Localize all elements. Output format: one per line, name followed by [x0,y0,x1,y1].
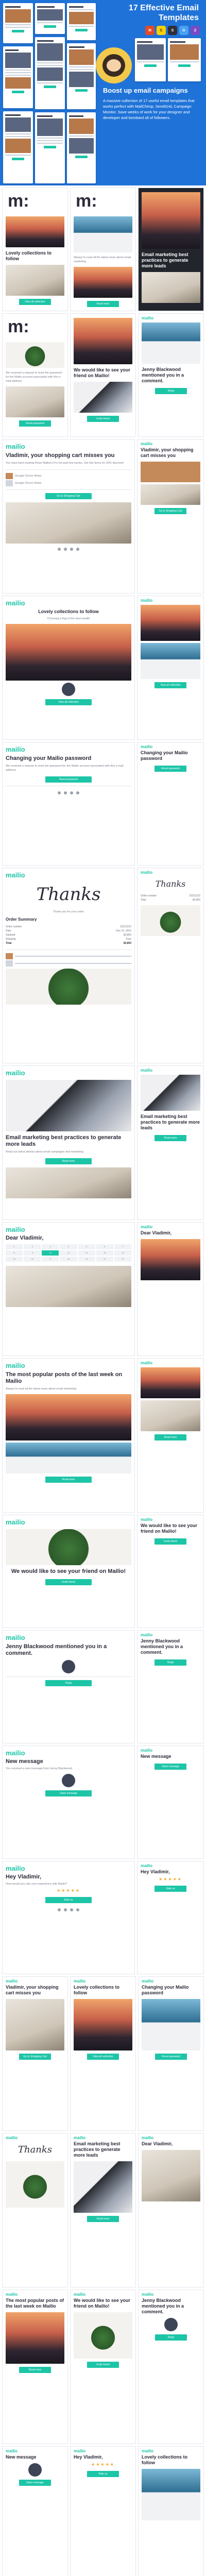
template-card[interactable] [2,1515,135,1628]
template-card[interactable] [137,1630,204,1743]
avatar [28,2463,42,2477]
hero-image [142,272,200,303]
facebook-icon[interactable] [58,1908,61,1911]
brand-logo: mailio [6,745,25,753]
brand-monogram: m: [8,317,29,336]
card-heading: Email marketing best practices to generate more leads [6,1134,122,1147]
template-card[interactable] [137,1065,204,1220]
pinterest-icon[interactable] [76,548,79,551]
cta-button[interactable]: Read more [87,301,119,307]
template-card[interactable] [137,1745,204,1859]
card-heading: We would like to see your friend on Mailio! [74,2298,130,2309]
table-row: Shipping Free [6,938,131,941]
card-body: Always to read all the latest news about email marketing [6,1387,76,1391]
greeting: Dear Vladimir, [142,2141,173,2146]
template-card[interactable] [138,188,204,311]
hero-image [74,318,132,364]
cta-button[interactable]: View all collection [87,2054,119,2060]
greeting: Hey Vladimir, [6,1874,42,1880]
hero-image [142,2469,200,2520]
hero-image [141,1075,200,1111]
brand-logo: mailio [74,2136,86,2140]
card-body: We received a request to reset the password for the Mailio account associated with this e-mail address. [6,371,62,383]
template-card[interactable] [2,2446,68,2576]
hero-image [6,1443,131,1473]
card-heading: The most popular posts of the last week on Mailio [6,2298,64,2309]
product-image [141,484,200,505]
instagram-icon[interactable] [70,791,73,794]
cta-button[interactable]: Read more [87,2216,119,2222]
cta-button[interactable]: Open message [19,2480,51,2486]
product-image [6,969,131,1005]
cart-item: Google Chrom Notes [6,480,131,486]
cta-button[interactable]: Reply [155,388,187,394]
rating-stars[interactable]: ★★★★★ [91,2462,115,2467]
mailchimp-icon: M [145,26,154,35]
promo-heading: Boost up email campaigns [103,87,188,94]
cta-button[interactable]: Go to Shopping Cart [154,508,186,514]
brand-logo: mailio [141,1748,153,1753]
hero-image [142,323,200,364]
template-card[interactable] [137,439,204,594]
cta-button[interactable]: Reset password [45,776,92,783]
card-heading: Lovely collections to follow [38,609,99,614]
order-table [3,924,134,946]
brand-logo: mailio [142,316,154,320]
brand-monogram: m: [76,191,97,211]
brand-logo: mailio [141,1863,153,1868]
product-image [141,905,200,936]
brand-logo: mailio [142,2136,154,2140]
table-row: Date Dec 22, 2016 [6,929,131,933]
card-heading: We would like to see your friend on Mailio! [11,1568,126,1574]
card-body: You received a new message from Jenny Blackwood. [6,1767,73,1770]
card-heading: Changing your Mailio password [141,750,188,761]
brand-logo: mailio [6,1979,18,1984]
table-row: Total $3,800 [6,942,131,945]
brand-logo: mailio [6,2136,18,2140]
order-item [6,960,131,967]
template-card[interactable] [2,188,68,311]
hero-image [74,1999,132,2050]
hero-banner [0,0,206,185]
template-preview [135,38,166,81]
greeting: Hey Vladimir, [141,1869,170,1874]
brand-logo: mailio [6,443,25,450]
template-card[interactable] [137,1861,204,1974]
cta-button[interactable]: Invite friend [45,1579,92,1585]
template-preview [168,38,201,81]
template-card[interactable] [70,1976,136,2131]
hero-image [6,1167,131,1198]
cta-button[interactable]: Invite friend [154,1538,186,1545]
pinterest-icon[interactable] [76,791,79,794]
cta-button[interactable]: Rate us [45,1897,92,1903]
card-heading: New message [141,1754,171,1759]
card-heading: Jenny Blackwood mentioned you in a comment. [142,2298,184,2314]
template-card[interactable] [2,439,135,594]
social-links [3,546,134,553]
calendar-grid: 1 2 3 4 5 6 7 8 9 10 11 12 13 14 15 16 17 18 19 20 21 [3,1242,134,1264]
template-card[interactable] [137,1515,204,1628]
template-preview [67,3,96,40]
avatar [62,1774,75,1787]
template-preview [67,43,96,109]
cta-button[interactable]: Open message [154,1764,186,1770]
card-heading: Vladimir, your shopping cart misses you [6,1985,59,1995]
hero-image [142,192,200,249]
card-heading: The most popular posts of the last week on Mailio [6,1371,123,1384]
template-card[interactable] [2,1358,135,1513]
brand-logo: mailio [142,1979,154,1984]
cta-button[interactable]: View all collection [154,682,186,688]
card-body: How would you rate your experience with Mailio? [6,1883,67,1886]
template-card[interactable] [2,1065,135,1220]
hero-image [6,1080,131,1131]
template-preview [67,112,96,183]
hero-image [74,267,132,298]
card-heading: Email marketing best practices to generate more leads [141,1114,200,1130]
hero-image [6,624,131,681]
template-card[interactable] [2,596,135,740]
template-card[interactable] [138,2290,204,2444]
thanks-title: Thanks [36,884,101,905]
brand-logo: mailio [6,1226,25,1233]
brand-logo: mailio [141,442,153,446]
cta-button[interactable]: Reply [45,1680,92,1686]
hero-image [141,1239,200,1280]
template-preview [35,3,65,34]
card-heading: New message [6,1758,43,1765]
template-card[interactable] [137,1222,204,1356]
social-links [3,789,134,796]
template-card[interactable] [2,1630,135,1743]
instagram-icon[interactable] [70,548,73,551]
hero-image [6,1529,131,1565]
template-card[interactable] [70,313,136,437]
brand-logo: mailio [6,1518,25,1526]
template-preview [35,37,65,109]
hero-image [141,1400,200,1431]
card-heading: New message [6,2454,37,2460]
hero-image [141,1367,200,1398]
product-image [6,342,64,368]
mailchimp-mascot-icon [96,47,132,83]
cta-button[interactable]: Reset password [155,2054,187,2060]
brand-logo: mailio [74,1979,86,1984]
cta-button[interactable]: View all collection [45,699,92,705]
product-image [6,2161,64,2208]
hero-image [142,2150,200,2201]
facebook-icon[interactable] [58,548,61,551]
brand-logo: mailio [6,1362,25,1369]
promo-block [103,87,200,121]
template-preview [3,3,33,43]
hero-image [6,1999,64,2050]
card-heading: Vladimir, your shopping cart misses you [141,447,194,458]
template-card[interactable] [138,313,204,437]
cta-button[interactable]: Read more [45,1158,92,1164]
card-heading: Lovely collections to follow [6,250,52,261]
hero-image [6,502,131,544]
brand-logo: mailio [74,2292,86,2297]
template-card[interactable] [70,2290,136,2444]
brand-logo: mailio [141,870,153,875]
template-card[interactable] [137,596,204,740]
rating-stars[interactable]: ★★★★★ [159,1877,182,1882]
hero-image [6,386,64,417]
cta-button[interactable]: Go to Shopping Cart [45,493,92,499]
card-heading: Vladimir, your shopping cart misses you [6,452,115,459]
cta-button[interactable]: Rate us [154,1886,186,1892]
zapier-icon: Z [191,26,200,35]
page-title: 17 Effective Email Templates [128,4,199,22]
card-heading: Email marketing best practices to generate more leads [142,252,188,268]
thanks-title: Thanks [155,879,186,889]
order-summary-label: Order Summary [6,917,37,922]
brand-logo: mailio [141,598,153,603]
greeting: Hey Vladimir, [74,2454,103,2460]
hero-image [74,382,132,413]
promo-body: A massive collection of 17 useful email templates that works perfect with MailChimp, SendGrid, Campaign Monitor. Save weeks of work for your designer and developer and bombard all of followers. [103,98,195,120]
cta-button[interactable]: Read more [45,1477,92,1483]
card-body: Read our latest articles about email campaigns and marketing. [6,1150,84,1154]
greeting: Dear Vladimir, [6,1235,44,1241]
brand-logo: mailio [6,1634,25,1641]
brand-logo: mailio [141,1068,153,1073]
card-body: Thank you for your order [53,910,84,913]
brand-logo: mailio [142,2292,154,2297]
brand-logo: mailio [142,2449,154,2453]
table-row: Order number 22211222 [6,925,131,928]
cta-button[interactable]: Read more [154,1434,186,1440]
twitter-icon[interactable] [64,1908,67,1911]
brand-logo: mailio [141,744,153,749]
card-heading: We would like to see your friend on Mailio! [74,367,130,378]
hero-image [141,605,200,641]
template-card[interactable] [2,1222,135,1356]
thanks-title: Thanks [18,2144,53,2155]
cta-button[interactable]: Read more [154,1135,186,1141]
card-body: You have been looking these Walkers Pro for past few weeks. Get this items for 20% discount! [6,462,124,465]
brand-logo: mailio [6,871,25,879]
card-heading: Jenny Blackwood mentioned you in a comment. [142,367,184,383]
cta-button[interactable]: View all collection [19,299,51,305]
rating-stars[interactable]: ★★★★★ [57,1888,80,1893]
hero-image [6,265,64,296]
template-card[interactable] [2,1745,135,1859]
card-heading: Changing your Mailio password [6,755,92,761]
facebook-icon[interactable] [58,791,61,794]
template-card[interactable] [2,2133,68,2287]
cta-button[interactable]: Reply [155,2334,187,2341]
card-heading: Changing your Mailio password [142,1985,189,1995]
order-table: Order number 22211222 Total $3,800 [141,894,200,902]
order-item [6,953,131,959]
social-links [3,1906,134,1913]
hero-image [6,216,64,247]
sendgrid-icon: G [179,26,188,35]
hero-image [142,1999,200,2050]
card-body: Choosing a flag of the best wealth [47,617,90,620]
template-card[interactable] [2,742,135,866]
card-body: We received a request to reset the password for the Mailio account associated with this e-mail address. [6,765,124,772]
brand-logo: mailio [6,1069,25,1077]
brand-logo: mailio [141,1633,153,1637]
cta-button[interactable]: Invite friend [87,2362,119,2368]
avatar [62,1660,75,1673]
table-row: Subtotal $3,800 [6,934,131,937]
twitter-icon[interactable] [64,548,67,551]
brand-logo: mailio [141,1225,153,1229]
hero-image [74,2312,132,2359]
stampready-icon: S [168,26,177,35]
cta-button[interactable]: Open message [45,1790,92,1797]
campaign-monitor-icon: C [157,26,166,35]
template-card[interactable] [70,2133,136,2287]
brand-logo: mailio [6,1865,25,1872]
avatar [62,683,75,696]
hero-image [141,643,200,679]
template-card[interactable] [137,1358,204,1513]
brand-logo: mailio [141,1517,153,1522]
template-card[interactable] [138,1976,204,2131]
brand-logo: mailio [74,2449,86,2453]
cta-button[interactable]: Rate us [87,2471,119,2477]
cart-item: Google Chrom Notes [6,473,131,479]
twitter-icon[interactable] [64,791,67,794]
brand-logo: mailio [6,1749,25,1757]
template-card[interactable] [138,2446,204,2576]
card-body: Always to read all the latest news about email marketing [74,256,131,263]
template-card[interactable] [2,868,135,1063]
product-image [141,462,200,482]
avatar [164,2318,178,2331]
card-heading: We would like to see your friend on Mailio! [141,1523,197,1534]
template-preview [35,112,65,183]
greeting: Dear Vladimir, [141,1230,172,1235]
template-preview [3,111,33,183]
hero-image [6,1394,131,1440]
integration-icons [145,26,200,35]
pinterest-icon[interactable] [76,1908,79,1911]
cta-button[interactable]: Go to Shopping Cart [19,2054,51,2060]
brand-monogram: m: [8,191,29,211]
template-card[interactable] [70,188,136,311]
instagram-icon[interactable] [70,1908,73,1911]
cta-button[interactable]: Read more [19,2367,51,2373]
cta-button[interactable]: Reply [154,1659,186,1666]
hero-image [6,1266,131,1307]
template-card[interactable] [2,2290,68,2444]
brand-logo: mailio [6,599,25,607]
template-card[interactable] [70,2446,136,2576]
cta-button[interactable]: Invite friend [87,416,119,422]
hero-image [74,2161,132,2213]
template-card[interactable] [2,1861,135,1974]
template-card[interactable] [2,313,68,437]
template-card[interactable] [137,868,204,1063]
card-heading: Email marketing best practices to generate more leads [74,2141,121,2158]
cta-button[interactable]: Reset password [19,420,51,427]
brand-logo: mailio [6,2292,18,2297]
brand-logo: mailio [141,1361,153,1365]
card-heading: Jenny Blackwood mentioned you in a comment. [141,1638,183,1655]
cta-button[interactable]: Reset password [154,766,186,772]
hero-image [6,2312,64,2364]
template-card[interactable] [137,742,204,866]
card-heading: Jenny Blackwood mentioned you in a comment. [6,1643,107,1656]
brand-logo: mailio [6,2449,18,2453]
template-card[interactable] [138,2133,204,2287]
card-heading: Lovely collections to follow [142,2454,188,2465]
hero-image [74,216,132,252]
card-heading: Lovely collections to follow [74,1985,120,1995]
template-preview [3,46,33,108]
template-card[interactable] [2,1976,68,2131]
